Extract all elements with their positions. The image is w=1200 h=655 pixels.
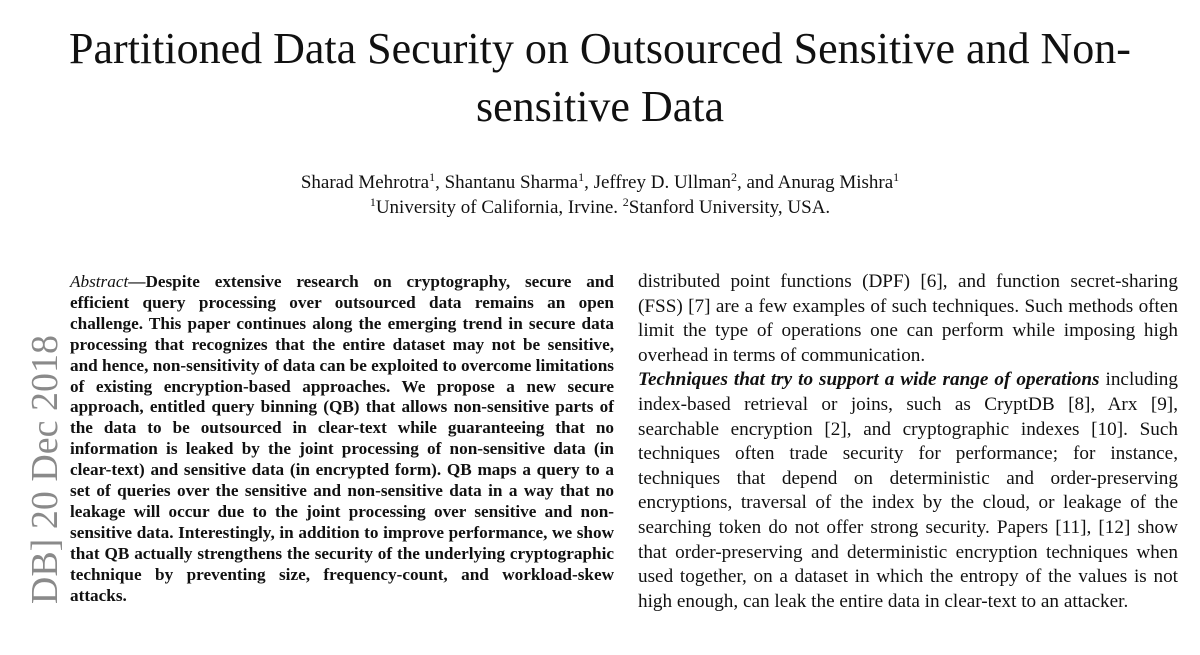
author-list <box>200 170 1000 195</box>
abstract-label: Abstract <box>70 272 129 291</box>
affiliation: $^2$Stanford University, USA. <box>622 195 831 218</box>
affiliations <box>200 195 1000 220</box>
right-column-paragraph: distributed point functions (DPF) [6], and function secret-sharing (FSS) [7] are a few examples of such techniques. Such methods often limit the type of operations one can perform while imposing high overhead in terms of communication. <box>638 271 1178 366</box>
right-column <box>638 270 1178 614</box>
abstract-dash: — <box>128 272 146 291</box>
abstract <box>70 272 614 607</box>
right-column-text: including index-based retrieval or joins, such as CryptDB [8], Arx [9], searchable encryption [2], and cryptographic indexes [10]. Such techniques often trade security for performance; for instance, techniques that depend on deterministic and order-preserving encryptions, traversal of the index by the cloud, or leakage of the searching token do not offer strong security. Papers [11], [12] show that order-preserving and deterministic encryption techniques when used together, on a dataset in which the entropy of the values is not high enough, can leak the entire data in clear-text to an attacker. <box>638 369 1178 612</box>
author: Anurag Mishra$^1$ <box>777 170 900 193</box>
author: Sharad Mehrotra$^1$, <box>300 170 445 193</box>
author: Shantanu Sharma$^1$, <box>444 170 594 193</box>
paper-title: Partitioned Data Security on Outsourced Sensitive and Non-sensitive Data <box>69 24 1131 131</box>
arxiv-side-stamp: DB] 20 Dec 2018 <box>24 335 66 605</box>
right-column-paragraph-2 <box>638 368 1178 614</box>
abstract-body: Despite extensive research on cryptography, secure and efficient query processing over outsourced data remains an open challenge. This paper continues along the emerging trend in secure data processing that recognizes that the entire dataset may not be sensitive, and hence, non-sensitivity of data can be exploited to overcome limitations of existing encryption-based approaches. We propose a new secure approach, entitled query binning (QB) that allows non-sensitive parts of the data to be outsourced in clear-text while guaranteeing that no information is leaked by the joint processing of non-sensitive data (in clear-text) and sensitive data (in encrypted form). QB maps a query to a set of queries over the sensitive and non-sensitive data in a way that no leakage will occur due to the joint processing over sensitive and non-sensitive data. Interestingly, in addition to improve performance, we show that QB actually strengthens the security of the underlying cryptographic technique by preventing size, frequency-count, and workload-skew attacks. <box>70 272 614 605</box>
author: Jeffrey D. Ullman$^2$, and <box>593 170 778 193</box>
affiliation: $^1$University of California, Irvine. <box>369 195 623 218</box>
emphasized-heading: Techniques that try to support a wide range of operations <box>638 369 1100 391</box>
